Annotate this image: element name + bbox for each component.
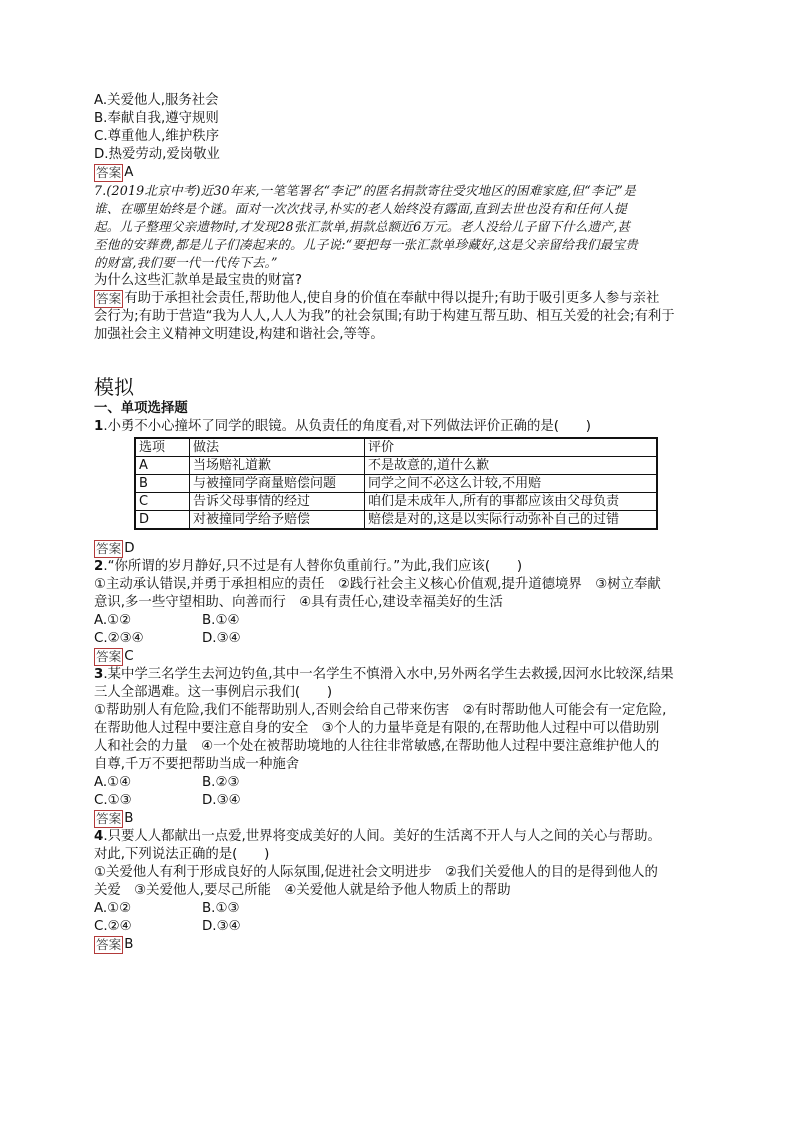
- table-header-cell: 选项: [135, 438, 190, 457]
- q2-options-row: [94, 630, 700, 648]
- table-cell: 赔偿是对的,这是以实际行动弥补自己的过错: [365, 511, 658, 530]
- table-cell: 当场赔礼道歉: [190, 457, 365, 475]
- q4-line: 关爱 ③关爱他人,要尽己所能 ④关爱他人就是给予他人物质上的帮助: [94, 883, 511, 898]
- table-header-row: [135, 438, 657, 457]
- q2-answer-line: [94, 648, 700, 666]
- table-cell: 不是故意的,道什么歉: [365, 457, 658, 475]
- q3-options-row: [94, 774, 700, 792]
- option: B.①④: [202, 613, 240, 628]
- q7-question: 为什么这些汇款单是最宝贵的财富?: [94, 273, 302, 288]
- answer-value: B: [124, 811, 134, 826]
- table-header-cell: 评价: [365, 438, 658, 457]
- table-cell: D: [135, 511, 190, 530]
- q7-passage-line: 的财富,我们要一代一代传下去。”: [94, 255, 278, 270]
- q4-options-row: [94, 900, 700, 918]
- answer-badge: 答案: [96, 649, 122, 664]
- option: B.①③: [202, 901, 240, 916]
- q1-stem: [94, 418, 700, 436]
- q2-line: ①主动承认错误,并勇于承担相应的责任 ②践行社会主义核心价值观,提升道德境界 ③树立奉献: [94, 577, 661, 592]
- q3-line: 三人全部遇难。这一事例启示我们( ): [94, 685, 333, 700]
- answer-value: A: [124, 165, 134, 180]
- table-cell: 同学之间不必这么计较,不用赔: [365, 475, 658, 493]
- answer-value: C: [124, 649, 134, 664]
- table-cell: B: [135, 475, 190, 493]
- option: D.③④: [202, 793, 241, 808]
- q1-answer-line: [94, 540, 700, 558]
- q3-line: 人和社会的力量 ④一个处在被帮助境地的人往往非常敏感,在帮助他人过程中要注意维护他人的: [94, 739, 660, 754]
- answer-value: B: [124, 937, 134, 952]
- option-line: B.奉献自我,遵守规则: [94, 111, 219, 126]
- subsection-title: 一、单项选择题: [94, 401, 188, 416]
- table-row: [135, 457, 657, 475]
- q2-options-row: [94, 612, 700, 630]
- q1-number: 1: [94, 419, 104, 434]
- q3-text: .某中学三名学生去河边钓鱼,其中一名学生不慎滑入水中,另外两名学生去救援,因河水比较深,结果: [103, 667, 674, 682]
- table-row: [135, 475, 657, 493]
- q3-answer-line: [94, 810, 700, 828]
- q2-number: 2: [94, 559, 104, 574]
- table-cell: 对被撞同学给予赔偿: [190, 511, 365, 530]
- q7-answer-line: 加强社会主义精神文明建设,构建和谐社会,等等。: [94, 327, 384, 342]
- q3-line: 在帮助他人过程中要注意自身的安全 ③个人的力量毕竟是有限的,在帮助他人过程中可以借助别: [94, 721, 660, 736]
- table-cell: A: [135, 457, 190, 475]
- q1-text: .小勇不小心撞坏了同学的眼镜。从负责任的角度看,对下列做法评价正确的是( ): [103, 419, 591, 434]
- option: A.①④: [94, 775, 132, 790]
- q4-stem: [94, 828, 700, 846]
- table-cell: 咱们是未成年人,所有的事都应该由父母负责: [365, 493, 658, 511]
- q7-answer-line: 会行为;有助于营造“我为人人,人人为我”的社会氛围;有助于构建互帮互助、相互关爱的社会;有利于: [94, 309, 675, 324]
- option-line: C.尊重他人,维护秩序: [94, 129, 219, 144]
- table-cell: C: [135, 493, 190, 511]
- answer-badge: 答案: [96, 541, 122, 556]
- table-cell: 告诉父母事情的经过: [190, 493, 365, 511]
- q1-table: [134, 437, 658, 530]
- answer-badge: 答案: [96, 291, 122, 306]
- q3-line: 自尊,千万不要把帮助当成一种施舍: [94, 757, 300, 772]
- option-line: A.关爱他人,服务社会: [94, 93, 219, 108]
- q2-line: 意识,多一些守望相助、向善而行 ④具有责任心,建设幸福美好的生活: [94, 595, 503, 610]
- answer-badge: 答案: [96, 165, 122, 180]
- q7-answer-line: [94, 290, 700, 308]
- q7-passage-line: 至他的安葬费,都是儿子们凑起来的。儿子说:“要把每一张汇款单珍藏好,这是父亲留给我们最宝贵: [94, 237, 639, 252]
- table-cell: 与被撞同学商量赔偿问题: [190, 475, 365, 493]
- q2-text: .“你所谓的岁月静好,只不过是有人替你负重前行。”为此,我们应该( ): [103, 559, 523, 574]
- q4-text: .只要人人都献出一点爱,世界将变成美好的人间。美好的生活离不开人与人之间的关心与帮助。: [103, 829, 661, 844]
- document-page: [94, 92, 700, 954]
- answer-badge: 答案: [96, 937, 122, 952]
- q7-passage-line: 起。儿子整理父亲遗物时,才发现28张汇款单,捐款总额近6万元。老人没给儿子留下什么遗产,甚: [94, 219, 631, 234]
- table-row: [135, 493, 657, 511]
- option: A.①②: [94, 901, 132, 916]
- q7-passage-line: 谁、在哪里始终是个谜。面对一次次找寻,朴实的老人始终没有露面,直到去世也没有和任何人提: [94, 201, 627, 216]
- option: D.③④: [202, 631, 241, 646]
- option: D.③④: [202, 919, 241, 934]
- q2-stem: [94, 558, 700, 576]
- q7-passage-line: 7.(2019北京中考)近30年来,一笔笔署名“李记”的匿名捐款寄往受灾地区的困难家庭,但“李记”是: [94, 183, 636, 198]
- q4-line: ①关爱他人有利于形成良好的人际氛围,促进社会文明进步 ②我们关爱他人的目的是得到他人的: [94, 865, 658, 880]
- answer-badge: 答案: [96, 811, 122, 826]
- q7-answer-text: 有助于承担社会责任,帮助他人,使自身的价值在奉献中得以提升;有助于吸引更多人参与亲社: [124, 291, 660, 306]
- q4-number: 4: [94, 829, 104, 844]
- option-line: D.热爱劳动,爱岗敬业: [94, 147, 220, 162]
- q3-number: 3: [94, 667, 104, 682]
- option: C.②③④: [94, 631, 144, 646]
- section-title: 模拟: [94, 375, 134, 399]
- option: C.①③: [94, 793, 132, 808]
- q4-options-row: [94, 918, 700, 936]
- option: B.②③: [202, 775, 240, 790]
- q3-line: ①帮助别人有危险,我们不能帮助别人,否则会给自己带来伤害 ②有时帮助他人可能会有一定危险,: [94, 703, 667, 718]
- q4-answer-line: [94, 936, 700, 954]
- q3-options-row: [94, 792, 700, 810]
- table-row: [135, 511, 657, 530]
- q4-line: 对此,下列说法正确的是( ): [94, 847, 270, 862]
- option: A.①②: [94, 613, 132, 628]
- answer-line: [94, 164, 700, 182]
- answer-value: D: [124, 541, 135, 556]
- q3-stem: [94, 666, 700, 684]
- option: C.②④: [94, 919, 132, 934]
- table-header-cell: 做法: [190, 438, 365, 457]
